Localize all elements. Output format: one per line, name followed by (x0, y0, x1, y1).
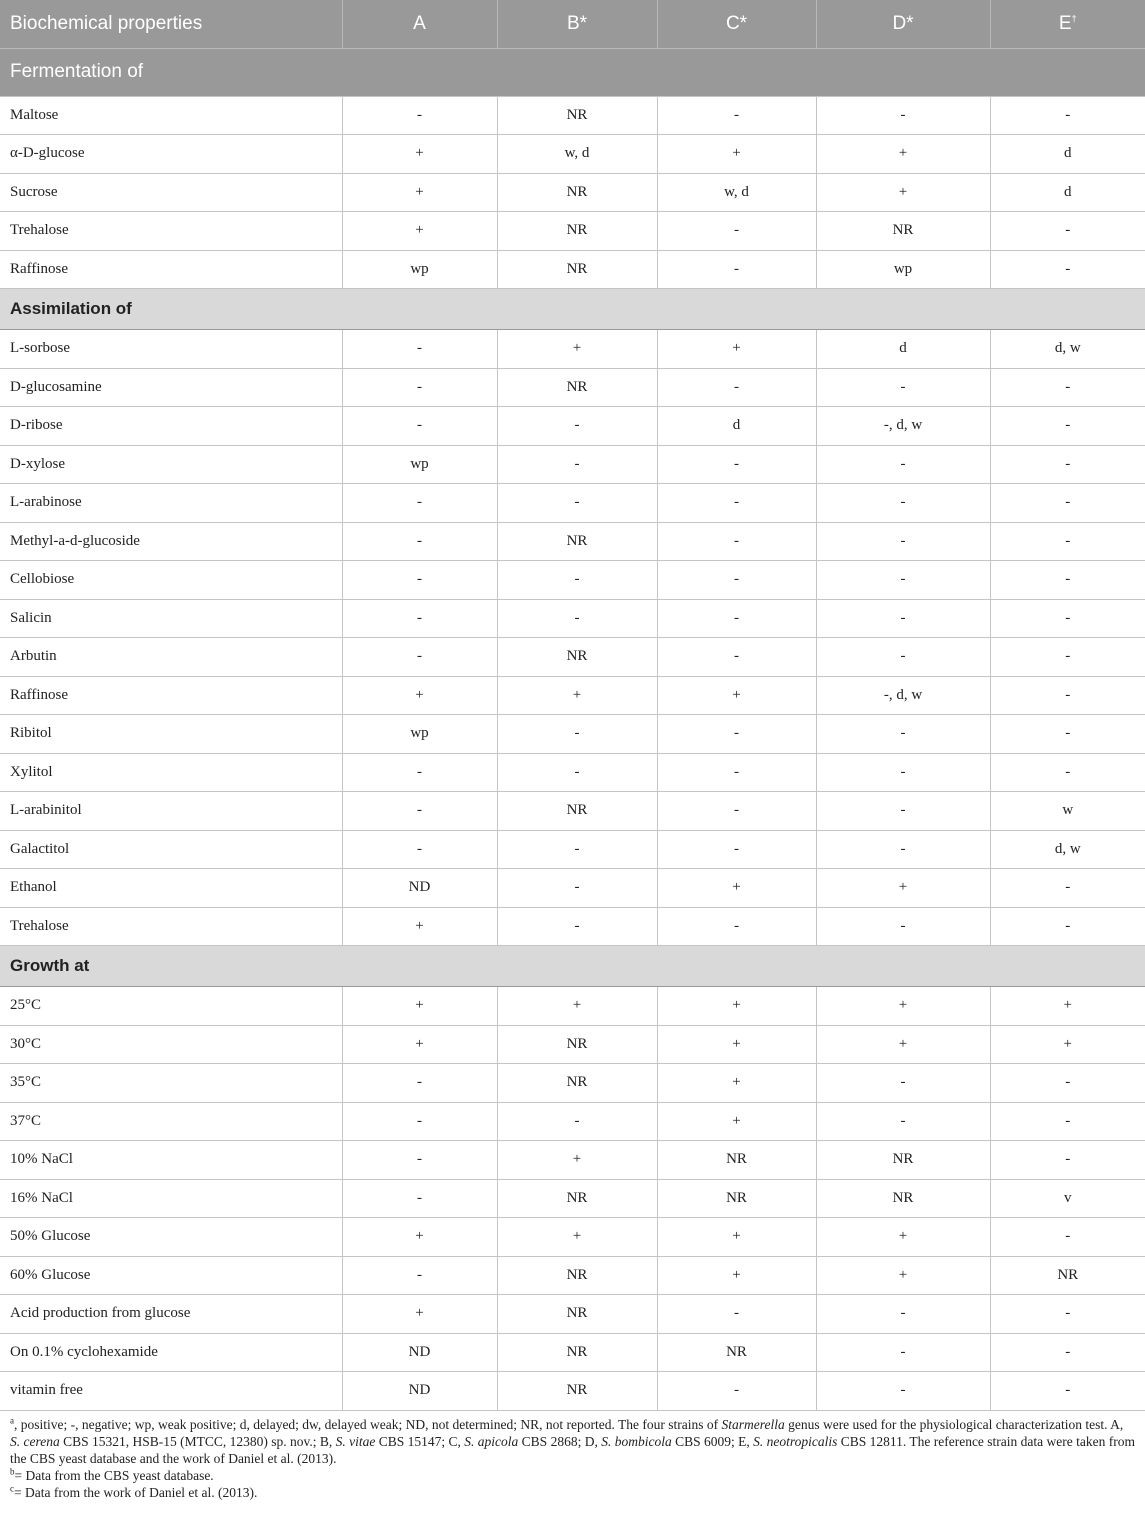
row-label: 60% Glucose (0, 1256, 342, 1295)
table-cell: - (990, 638, 1145, 677)
row-label: Cellobiose (0, 561, 342, 600)
footnote-c-text: = Data from the work of Daniel et al. (2013). (14, 1484, 258, 1500)
table-cell: - (657, 1372, 816, 1411)
table-cell: - (342, 330, 497, 369)
table-cell: - (990, 1141, 1145, 1180)
table-cell: - (816, 638, 990, 677)
table-cell: wp (816, 250, 990, 289)
footnote-a-species: S. apicola (464, 1433, 519, 1449)
table-cell: + (657, 987, 816, 1026)
table-cell: - (990, 484, 1145, 523)
table-cell: wp (342, 715, 497, 754)
table-cell: -, d, w (816, 676, 990, 715)
row-label: Maltose (0, 96, 342, 135)
header-d: D* (816, 0, 990, 48)
table-cell: NR (816, 212, 990, 251)
table-cell: - (816, 368, 990, 407)
table-cell: - (990, 407, 1145, 446)
table-cell: - (657, 1295, 816, 1334)
row-label: Methyl-a-d-glucoside (0, 522, 342, 561)
table-cell: - (816, 96, 990, 135)
table-row (0, 676, 1145, 715)
row-label: D-xylose (0, 445, 342, 484)
table-cell: - (342, 561, 497, 600)
footnote-a-text: CBS 6009; E, (671, 1433, 754, 1449)
row-label: Ribitol (0, 715, 342, 754)
table-cell: - (342, 1179, 497, 1218)
row-label: Sucrose (0, 173, 342, 212)
table-cell: -, d, w (816, 407, 990, 446)
table-row (0, 1141, 1145, 1180)
row-label: 35°C (0, 1064, 342, 1103)
table-cell: + (497, 987, 657, 1026)
row-label: Acid production from glucose (0, 1295, 342, 1334)
footnote-a-species: S. bombicola (601, 1433, 672, 1449)
row-label: Galactitol (0, 830, 342, 869)
table-row (0, 1295, 1145, 1334)
row-label: D-glucosamine (0, 368, 342, 407)
section-fermentation-label: Fermentation of (0, 48, 1145, 96)
table-cell: - (990, 715, 1145, 754)
table-cell: + (497, 330, 657, 369)
table-row (0, 830, 1145, 869)
table-row (0, 1025, 1145, 1064)
table-cell: - (990, 907, 1145, 946)
table-cell: NR (497, 1295, 657, 1334)
row-label: L-arabinose (0, 484, 342, 523)
header-c: C* (657, 0, 816, 48)
table-cell: + (342, 907, 497, 946)
table-cell: - (657, 792, 816, 831)
table-row (0, 1256, 1145, 1295)
table-cell: - (816, 599, 990, 638)
table-cell: - (342, 1141, 497, 1180)
footnote-a-text: genus were used for the physiological characterization test. A, (784, 1416, 1124, 1432)
table-cell: + (657, 1064, 816, 1103)
table-cell: d (816, 330, 990, 369)
table-cell: - (990, 445, 1145, 484)
row-label: Arbutin (0, 638, 342, 677)
table-row (0, 212, 1145, 251)
table-cell: NR (497, 1064, 657, 1103)
table-cell: - (816, 753, 990, 792)
table-cell: - (990, 368, 1145, 407)
footnote-a (10, 1416, 1135, 1467)
table-cell: - (990, 1372, 1145, 1411)
row-label: Raffinose (0, 250, 342, 289)
table-cell: + (816, 135, 990, 174)
footnote-c-mark: c (10, 1483, 14, 1493)
table-cell: - (990, 753, 1145, 792)
table-row (0, 907, 1145, 946)
table-cell: - (990, 1218, 1145, 1257)
table-cell: - (990, 522, 1145, 561)
table-cell: + (657, 330, 816, 369)
table-row (0, 96, 1145, 135)
table-cell: + (342, 1295, 497, 1334)
table-cell: w, d (497, 135, 657, 174)
table-cell: + (342, 1025, 497, 1064)
table-cell: - (342, 407, 497, 446)
table-cell: + (497, 1141, 657, 1180)
row-label: 50% Glucose (0, 1218, 342, 1257)
table-row (0, 561, 1145, 600)
table-row (0, 330, 1145, 369)
table-cell: - (657, 484, 816, 523)
table-cell: - (816, 792, 990, 831)
table-cell: - (657, 638, 816, 677)
table-cell: - (342, 484, 497, 523)
row-label: Raffinose (0, 676, 342, 715)
table-cell: - (657, 250, 816, 289)
table-cell: - (497, 599, 657, 638)
table-cell: - (816, 1295, 990, 1334)
table-cell: - (342, 1102, 497, 1141)
table-row (0, 792, 1145, 831)
footnote-b (10, 1467, 1135, 1484)
footnote-a-text: CBS 15321, HSB-15 (MTCC, 12380) sp. nov.; B, (59, 1433, 336, 1449)
table-cell: NR (657, 1333, 816, 1372)
table-cell: - (990, 869, 1145, 908)
table-cell: - (342, 1064, 497, 1103)
table-cell: - (657, 96, 816, 135)
table-cell: - (990, 1064, 1145, 1103)
table-row (0, 1218, 1145, 1257)
table-row (0, 173, 1145, 212)
footnote-a-text: CBS 12811. The reference strain data were taken from the CBS yeast database and the work of Daniel et al. (2013). (10, 1433, 1135, 1466)
footnote-a-species: S. vitae (335, 1433, 376, 1449)
table-cell: NR (990, 1256, 1145, 1295)
table-cell: - (990, 599, 1145, 638)
table-cell: + (816, 1218, 990, 1257)
header-e-dagger: † (1071, 13, 1077, 24)
table-cell: + (816, 173, 990, 212)
table-cell: ND (342, 1372, 497, 1411)
table-cell: + (657, 1025, 816, 1064)
table-row (0, 869, 1145, 908)
table-cell: NR (497, 792, 657, 831)
row-label: 37°C (0, 1102, 342, 1141)
section-growth (0, 946, 1145, 987)
table-cell: - (816, 522, 990, 561)
table-cell: - (816, 830, 990, 869)
table-cell: - (342, 1256, 497, 1295)
table-cell: NR (816, 1179, 990, 1218)
footnote-a-mark: a (10, 1415, 14, 1425)
table-cell: + (657, 869, 816, 908)
table-cell: - (497, 715, 657, 754)
row-label: α-D-glucose (0, 135, 342, 174)
table-cell: - (497, 1102, 657, 1141)
header-row (0, 0, 1145, 48)
table-cell: - (816, 445, 990, 484)
header-e-label: E (1058, 12, 1072, 34)
table-cell: - (657, 830, 816, 869)
table-row (0, 368, 1145, 407)
table-cell: w, d (657, 173, 816, 212)
table-row (0, 1372, 1145, 1411)
section-growth-label: Growth at (0, 946, 1145, 987)
table-cell: wp (342, 250, 497, 289)
footnote-a-text: CBS 15147; C, (375, 1433, 465, 1449)
footnote-a-species: S. neotropicalis (753, 1433, 838, 1449)
footnote-b-mark: b (10, 1466, 15, 1476)
table-cell: - (342, 753, 497, 792)
table-cell: NR (497, 638, 657, 677)
table-cell: - (990, 212, 1145, 251)
table-cell: - (657, 368, 816, 407)
row-label: Xylitol (0, 753, 342, 792)
section-assimilation-label: Assimilation of (0, 289, 1145, 330)
table-cell: - (497, 407, 657, 446)
table-cell: - (342, 96, 497, 135)
table-cell: - (990, 96, 1145, 135)
table-row (0, 1333, 1145, 1372)
row-label: 25°C (0, 987, 342, 1026)
table-cell: d, w (990, 330, 1145, 369)
table-cell: + (342, 987, 497, 1026)
footnote-a-genus: Starmerella (721, 1416, 785, 1432)
footnote-b-text: = Data from the CBS yeast database. (14, 1467, 214, 1483)
table-cell: + (342, 135, 497, 174)
table-cell: + (816, 1256, 990, 1295)
row-label: L-sorbose (0, 330, 342, 369)
table-cell: - (990, 250, 1145, 289)
table-cell: d (990, 135, 1145, 174)
table-cell: + (657, 135, 816, 174)
table-cell: - (342, 830, 497, 869)
table-cell: d, w (990, 830, 1145, 869)
table-row (0, 135, 1145, 174)
table-cell: + (342, 212, 497, 251)
table-cell: - (990, 1295, 1145, 1334)
row-label: Salicin (0, 599, 342, 638)
row-label: 30°C (0, 1025, 342, 1064)
table-cell: - (497, 445, 657, 484)
table-cell: wp (342, 445, 497, 484)
table-cell: NR (816, 1141, 990, 1180)
table-cell: NR (497, 1333, 657, 1372)
section-assimilation (0, 289, 1145, 330)
table-cell: + (657, 1102, 816, 1141)
table-cell: - (990, 1102, 1145, 1141)
table-row (0, 1064, 1145, 1103)
table-cell: - (497, 753, 657, 792)
table-cell: ND (342, 1333, 497, 1372)
footnote-c (10, 1484, 1135, 1501)
table-cell: NR (497, 1256, 657, 1295)
table-cell: NR (497, 1025, 657, 1064)
table-cell: + (657, 676, 816, 715)
table-cell: + (497, 1218, 657, 1257)
table-cell: - (816, 715, 990, 754)
table-cell: + (342, 173, 497, 212)
table-cell: - (657, 561, 816, 600)
row-label: vitamin free (0, 1372, 342, 1411)
table-cell: NR (497, 1179, 657, 1218)
table-cell: + (342, 1218, 497, 1257)
table-cell: NR (657, 1179, 816, 1218)
table-cell: - (657, 522, 816, 561)
table-cell: - (990, 1333, 1145, 1372)
table-row (0, 715, 1145, 754)
table-cell: - (816, 1333, 990, 1372)
table-row (0, 638, 1145, 677)
table-cell: + (342, 676, 497, 715)
table-cell: - (342, 522, 497, 561)
table-cell: + (497, 676, 657, 715)
table-row (0, 1102, 1145, 1141)
table-cell: + (657, 1256, 816, 1295)
table-cell: v (990, 1179, 1145, 1218)
table-cell: - (990, 561, 1145, 600)
table-cell: - (816, 1372, 990, 1411)
table-row (0, 599, 1145, 638)
table-cell: - (816, 907, 990, 946)
table-cell: - (816, 484, 990, 523)
table-row (0, 250, 1145, 289)
table-row (0, 484, 1145, 523)
table-cell: + (990, 987, 1145, 1026)
table-row (0, 445, 1145, 484)
table-cell: - (342, 792, 497, 831)
table-cell: - (342, 599, 497, 638)
table-row (0, 753, 1145, 792)
table-cell: w (990, 792, 1145, 831)
table-cell: NR (497, 522, 657, 561)
row-label: Trehalose (0, 212, 342, 251)
section-fermentation (0, 48, 1145, 96)
row-label: Trehalose (0, 907, 342, 946)
row-label: On 0.1% cyclohexamide (0, 1333, 342, 1372)
table-cell: NR (497, 250, 657, 289)
table-cell: + (816, 869, 990, 908)
table-cell: - (657, 212, 816, 251)
table-cell: NR (497, 212, 657, 251)
table-footnotes (0, 1411, 1145, 1501)
table-cell: - (816, 1064, 990, 1103)
table-cell: d (990, 173, 1145, 212)
row-label: Ethanol (0, 869, 342, 908)
table-cell: NR (497, 368, 657, 407)
footnote-a-text: CBS 2868; D, (518, 1433, 602, 1449)
table-cell: + (816, 1025, 990, 1064)
footnote-a-species: S. cerena (10, 1433, 60, 1449)
row-label: 10% NaCl (0, 1141, 342, 1180)
table-cell: - (816, 1102, 990, 1141)
header-biochemical-properties: Biochemical properties (0, 0, 342, 48)
table-cell: - (497, 869, 657, 908)
table-cell: - (657, 445, 816, 484)
table-cell: - (497, 561, 657, 600)
header-e (990, 0, 1145, 48)
table-cell: - (816, 561, 990, 600)
header-b: B* (497, 0, 657, 48)
table-cell: - (497, 907, 657, 946)
table-cell: NR (497, 173, 657, 212)
table-cell: + (816, 987, 990, 1026)
table-cell: NR (657, 1141, 816, 1180)
table-cell: + (990, 1025, 1145, 1064)
table-cell: - (342, 368, 497, 407)
table-cell: d (657, 407, 816, 446)
table-cell: ND (342, 869, 497, 908)
table-cell: - (657, 907, 816, 946)
table-row (0, 987, 1145, 1026)
row-label: 16% NaCl (0, 1179, 342, 1218)
row-label: D-ribose (0, 407, 342, 446)
footnote-a-text: , positive; -, negative; wp, weak positive; d, delayed; dw, delayed weak; ND, not determined; NR, not reported. The four strains of (14, 1416, 722, 1432)
table-cell: - (657, 599, 816, 638)
table-row (0, 522, 1145, 561)
header-a: A (342, 0, 497, 48)
table-cell: + (657, 1218, 816, 1257)
table-cell: - (497, 484, 657, 523)
table-cell: NR (497, 1372, 657, 1411)
table-cell: - (657, 715, 816, 754)
row-label: L-arabinitol (0, 792, 342, 831)
table-cell: NR (497, 96, 657, 135)
table-cell: - (657, 753, 816, 792)
table-cell: - (990, 676, 1145, 715)
table-cell: - (497, 830, 657, 869)
table-row (0, 407, 1145, 446)
table-cell: - (342, 638, 497, 677)
table-row (0, 1179, 1145, 1218)
